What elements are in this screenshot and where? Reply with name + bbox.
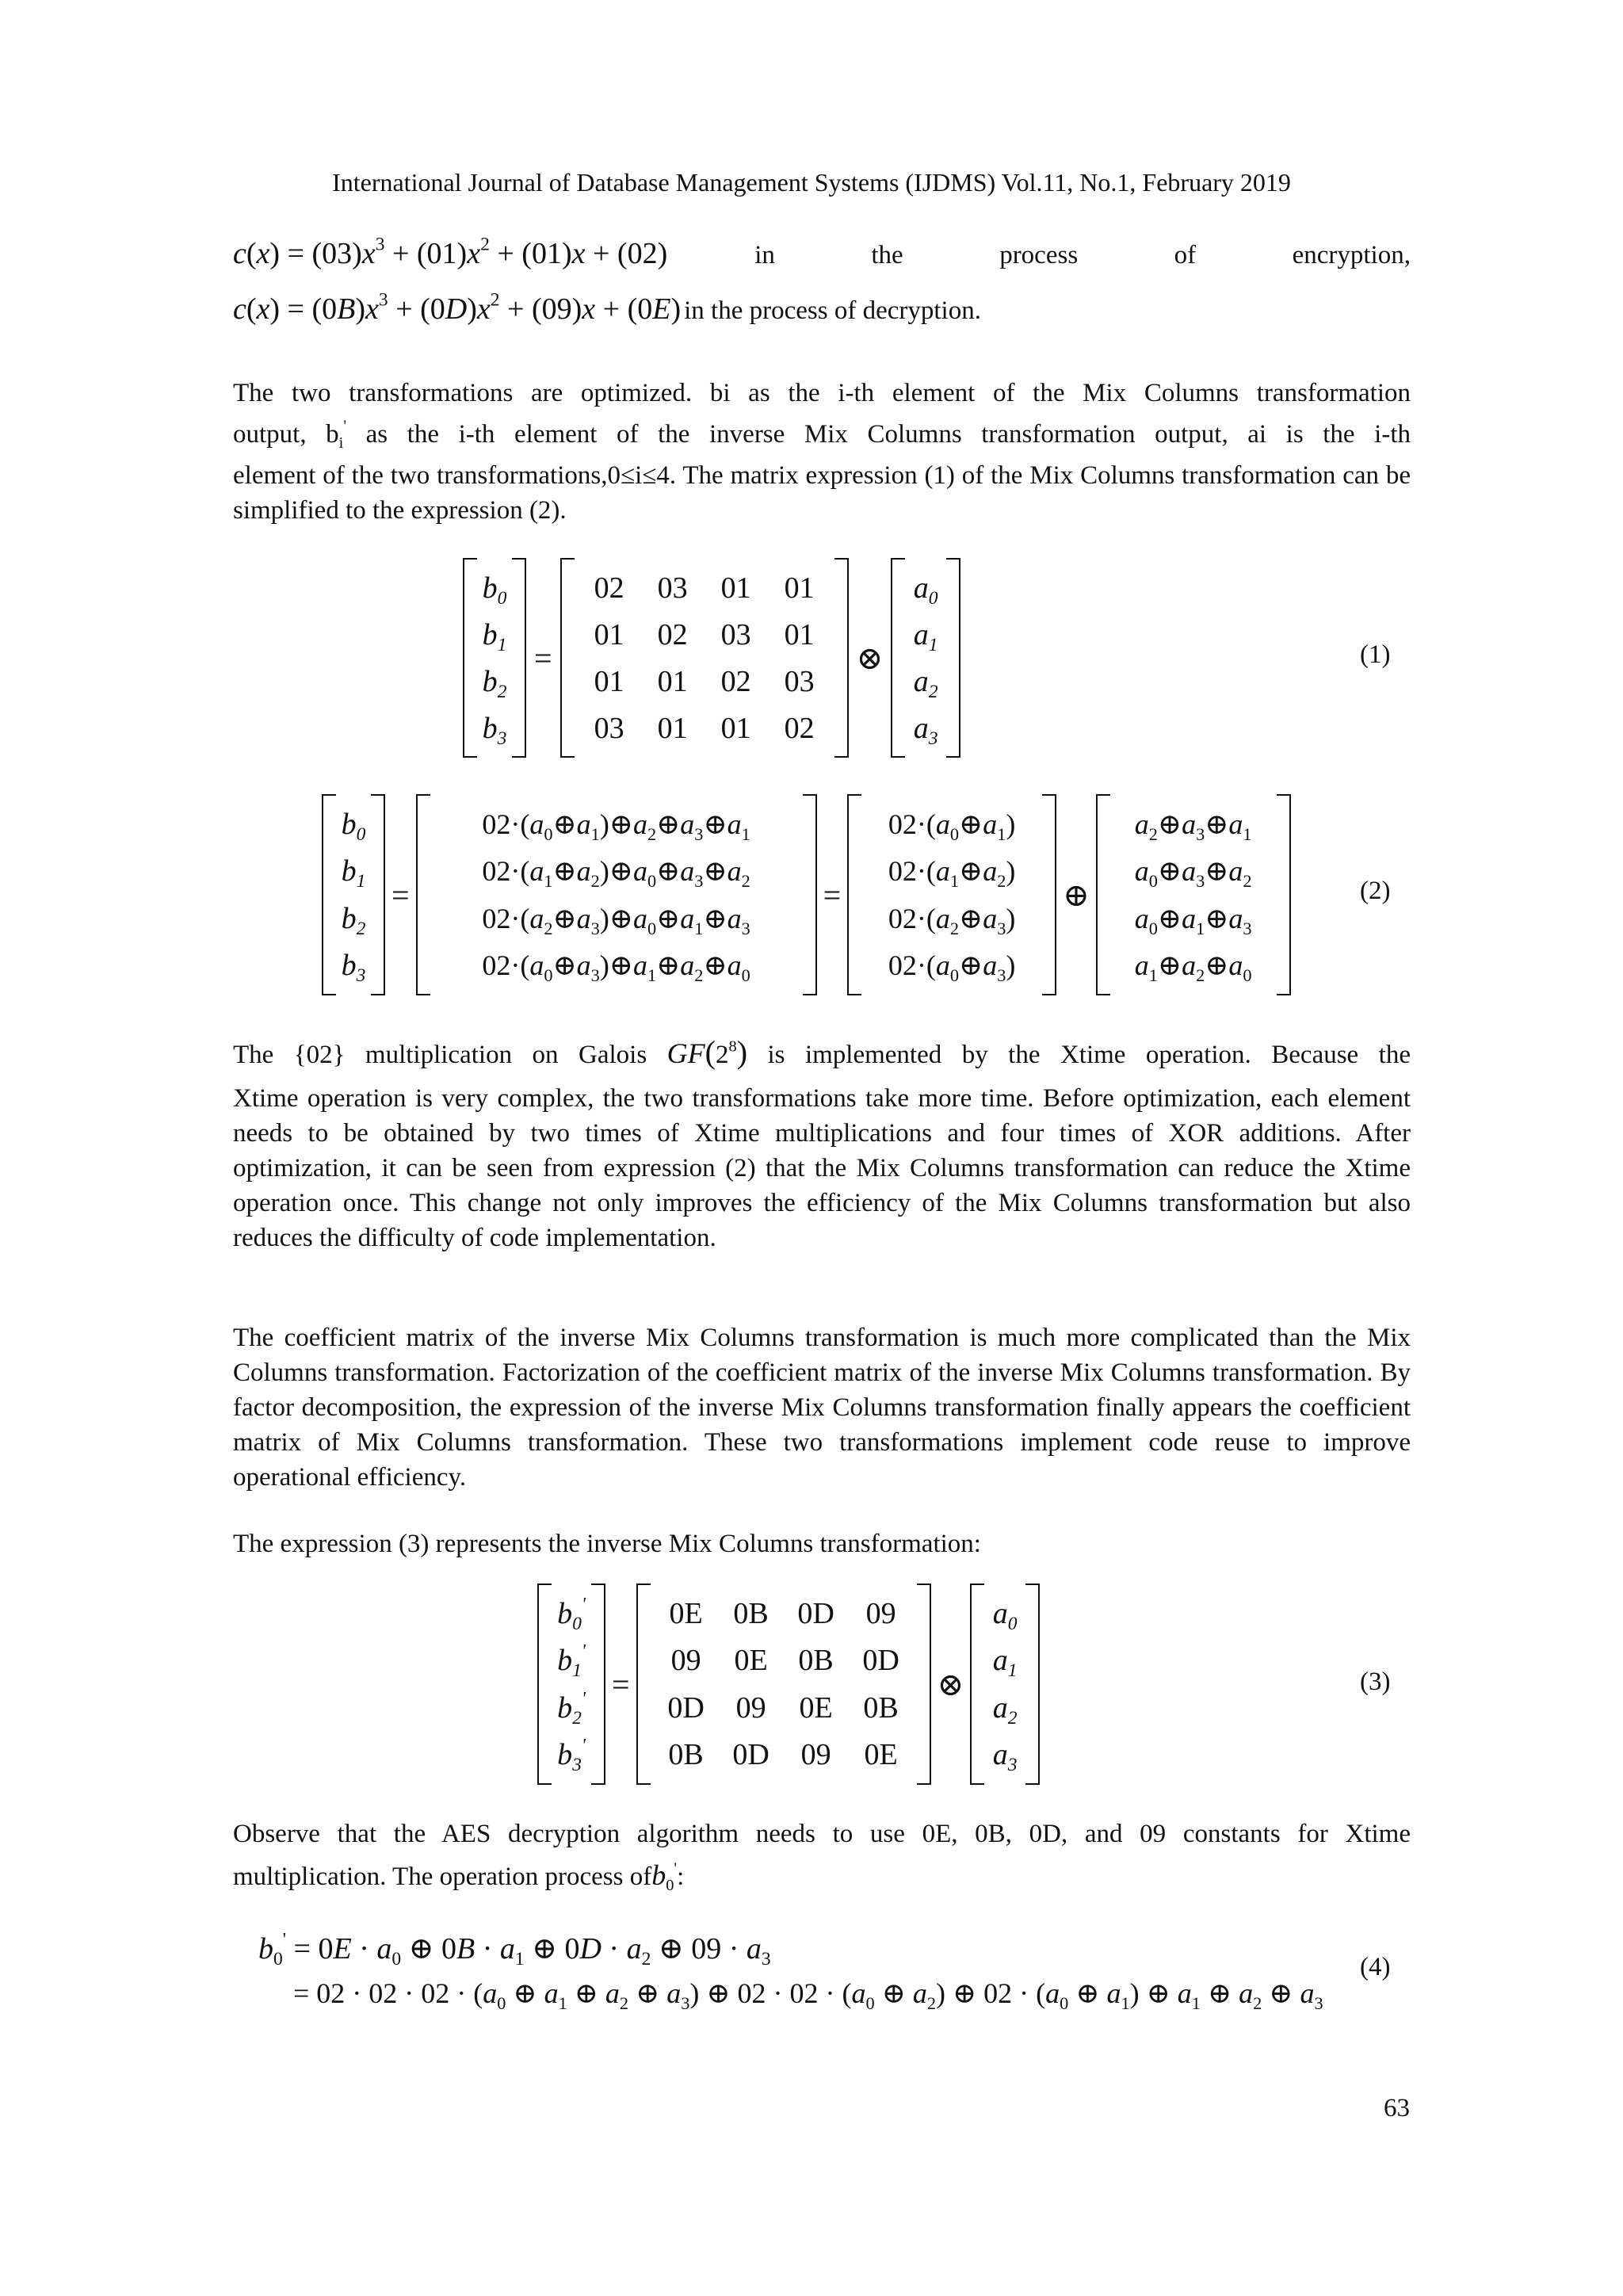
inverse-mixcolumns-matrix: 0E 0B 0D 09 09 0E 0B 0D 0D 09 0E 0B 0B 0D 09 0E <box>636 1584 931 1785</box>
page-number: 63 <box>1384 2094 1410 2122</box>
vector-a: $a_0$ $a_1$ $a_2$ $a_3$ <box>891 558 960 758</box>
paragraph-3: The coefficient matrix of the inverse Mix Columns transformation is much more complicated than the Mix Columns transformation. Factorization of the coefficient matrix of the inverse Mix Columns transformation. By factor decomposition, the expression of the inverse Mix Columns transformation finally appears the coefficient matrix of Mix Columns transformation. These two transformations implement code reuse to improve operational efficiency. <box>233 1324 1411 1492</box>
poly-decryption: $c(x) = (0B)x^3 + (0D)x^2 + (09)x + (0E)$ <box>233 289 682 326</box>
equation-4-line-2: = $02 \cdot 02 \cdot 02 \cdot (a_0$ ⊕ $a_1$ ⊕ $a_2$ ⊕ $a_3$) ⊕ $02 \cdot 02 \cdot (a_0$ ⊕ $a_2$) ⊕ $02 \cdot (a_0$ ⊕ $a_1$) ⊕ $a_1$ ⊕ $a_2$ ⊕ $a_3$ <box>293 1977 1323 2013</box>
equation-1: $b_0$ $b_1$ $b_2$ $b_3$ = 02 03 01 01 01 02 03 01 01 01 02 03 03 01 01 02 ⊗ $a_0$ $a_1$ $a_2$ $a_3$ <box>463 558 960 758</box>
paragraph-2-rest: Xtime operation is very complex, the two transformations take more time. Before optimization, each element needs to be obtained by two times of Xtime multiplications and four times of XOR additions. After optimization, it can be seen from expression (2) that the Mix Columns transformation can reduce the Xtime operation once. This change not only improves the efficiency of the Mix Columns transformation but also reduces the difficulty of code implementation. <box>233 1084 1411 1252</box>
poly-decryption-line: $c(x) = (0B)x^3 + (0D)x^2 + (09)x + (0E)$ in the process of decryption. <box>233 289 981 326</box>
optimized-expression-matrix: $02\cdot(a_0\oplus a_1)\oplus a_2\oplus a_3\oplus a_1$ $02\cdot(a_1\oplus a_2)\oplus a_0\oplus a_3\oplus a_2$ $02\cdot(a_2\oplus a_3)\oplus a_0\oplus a_1\oplus a_3$ $02\cdot(a_0\oplus a_3)\oplus a_1\oplus a_2\oplus a_0$ <box>416 794 817 995</box>
equation-4-line-1: $b_0' = 0E \cdot a_0$ ⊕ $0B \cdot a_1$ ⊕ $0D \cdot a_2$ ⊕ $09 \cdot a_3$ <box>258 1929 771 1970</box>
equation-3: $b_0'$ $b_1'$ $b_2'$ $b_3'$ = 0E 0B 0D 09 09 0E 0B 0D 0D 09 0E 0B 0B 0D 09 0E ⊗ $a_0$ $a_1$ $a_2$ $a_3$ <box>537 1584 1040 1785</box>
paragraph-5-line-2: multiplication. The operation process ofb$_0$': <box>233 1859 685 1895</box>
equation-2-label: (2) <box>1360 877 1391 905</box>
equation-4-label: (4) <box>1360 1953 1391 1981</box>
poly-encryption-text: in the process of encryption, <box>754 241 1411 269</box>
vector-b: $b_0$ $b_1$ $b_2$ $b_3$ <box>463 558 526 758</box>
equation-1-label: (1) <box>1360 640 1391 669</box>
equation-3-label: (3) <box>1360 1668 1391 1696</box>
equation-2: $b_0$ $b_1$ $b_2$ $b_3$ = $02\cdot(a_0\oplus a_1)\oplus a_2\oplus a_3\oplus a_1$ $02\cdot(a_1\oplus a_2)\oplus a_0\oplus a_3\oplus a_2$ $02\cdot(a_2\oplus a_3)\oplus a_0\oplus a_1\oplus a_3$ $02\cdot(a_0\oplus a_3)\oplus a_1\oplus a_2\oplus a_0$ = $02\cdot(a_0\oplus a_1)$ $02\cdot(a_1\oplus a_2)$ $02\cdot(a_2\oplus a_3)$ $02\cdot(a_0\oplus a_3)$ ⊕ $a_2\oplus a_3\oplus a_1$ $a_0\oplus a_3\oplus a_2$ $a_0\oplus a_1\oplus a_3$ $a_1\oplus a_2\oplus a_0$ <box>322 794 1291 995</box>
paragraph-1-line-1: The two transformations are optimized. bi as the i-th element of the Mix Columns transformation <box>233 379 1411 407</box>
paragraph-5-line-1: Observe that the AES decryption algorithm needs to use 0E, 0B, 0D, and 09 constants for Xtime <box>233 1820 1411 1848</box>
poly-encryption-line <box>233 236 1411 271</box>
mixcolumns-matrix: 02 03 01 01 01 02 03 01 01 01 02 03 03 01 01 02 <box>560 558 849 758</box>
paragraph-1-rest: element of the two transformations,0≤i≤4. The matrix expression (1) of the Mix Columns transformation can be simplified to the expression (2). <box>233 461 1411 525</box>
paragraph-2-line-1: The {02} multiplication on Galois $GF(2^8)$ is implemented by the Xtime operation. Because the <box>233 1034 1411 1070</box>
vector-b-prime: $b_0'$ $b_1'$ $b_2'$ $b_3'$ <box>537 1584 605 1785</box>
paragraph-4: The expression (3) represents the inverse Mix Columns transformation: <box>233 1530 981 1558</box>
poly-encryption: $c(x) = (03)x^3 + (01)x^2 + (01)x + (02)$ <box>233 234 668 270</box>
running-header: International Journal of Database Management Systems (IJDMS) Vol.11, No.1, February 2019 <box>332 168 1291 197</box>
paragraph-1-line-2: output, $b_i'$ as the i-th element of the inverse Mix Columns transformation output, ai is the i-th <box>233 417 1411 453</box>
